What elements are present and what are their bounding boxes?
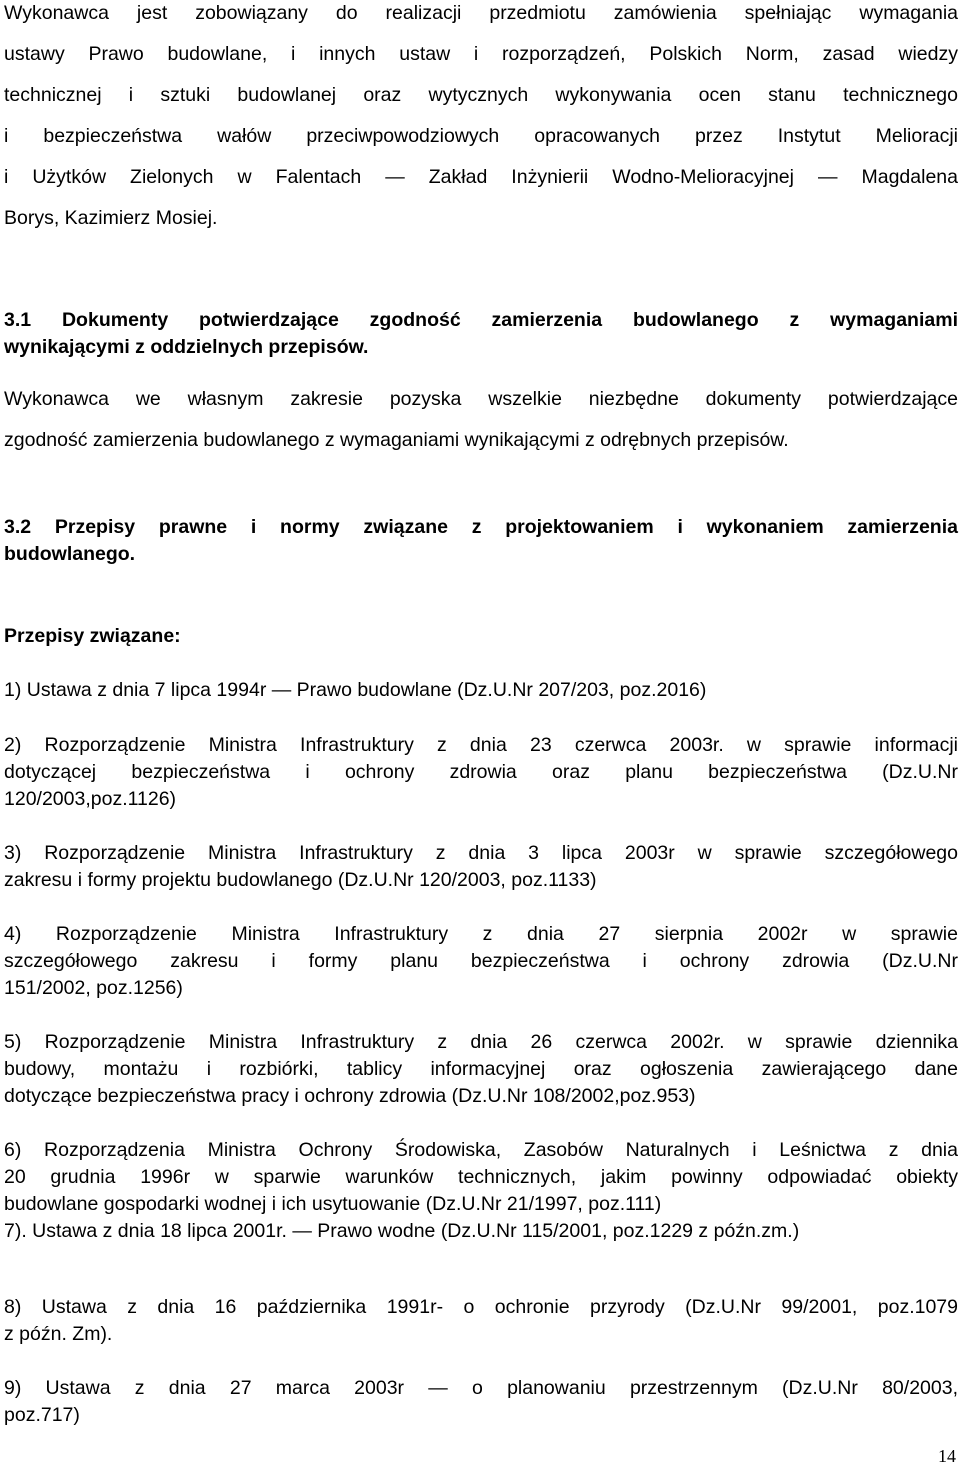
heading-line: 3.2 Przepisy prawne i normy związane z projektowaniem i wykonaniem zamierzenia bbox=[4, 516, 958, 538]
heading-line: wynikającymi z oddzielnych przepisów. bbox=[4, 336, 369, 358]
regulation-item-6: 6) Rozporządzenia Ministra Ochrony Środowiska, Zasobów Naturalnych i Leśnictwa z dnia 20 grudnia 1996r w sparwie warunków technicznych, jakim powinny odpowiadać obiekty budowlane gospodarki wodnej i ich usytuowanie (Dz.U.Nr 21/1997, poz.111) bbox=[4, 1139, 958, 1215]
regulation-item-9: 9) Ustawa z dnia 27 marca 2003r — o planowaniu przestrzennym (Dz.U.Nr 80/2003, poz.717) bbox=[4, 1377, 958, 1426]
intro-line: i bezpieczeństwa wałów przeciwpowodziowych opracowanych przez Instytut Melioracji bbox=[4, 125, 958, 147]
regulation-item-4: 4) Rozporządzenie Ministra Infrastruktury z dnia 27 sierpnia 2002r w sprawie szczegółowego zakresu i formy planu bezpieczeństwa i ochrony zdrowia (Dz.U.Nr 151/2002, poz.1256) bbox=[4, 923, 958, 999]
section-3-2-heading bbox=[4, 514, 958, 568]
heading-line: 3.1 Dokumenty potwierdzające zgodność zamierzenia budowlanego z wymaganiami bbox=[4, 309, 958, 331]
regulation-item-3: 3) Rozporządzenie Ministra Infrastruktury z dnia 3 lipca 2003r w sprawie szczegółowego zakresu i formy projektu budowlanego (Dz.U.Nr 120/2003, poz.1133) bbox=[4, 842, 958, 891]
regulation-item-5: 5) Rozporządzenie Ministra Infrastruktury z dnia 26 czerwca 2002r. w sprawie dziennika budowy, montażu i rozbiórki, tablicy informacyjnej oraz ogłoszenia zawierającego dane dotyczące bezpieczeństwa pracy i ochrony zdrowia (Dz.U.Nr 108/2002,poz.953) bbox=[4, 1031, 958, 1107]
regulation-item-8: 8) Ustawa z dnia 16 października 1991r- o ochronie przyrody (Dz.U.Nr 99/2001, poz.1079 z późn. Zm). bbox=[4, 1296, 958, 1345]
intro-line: Wykonawca jest zobowiązany do realizacji przedmiotu zamówienia spełniając wymagania bbox=[4, 2, 958, 24]
intro-paragraph bbox=[4, 0, 958, 239]
related-regulations-subheading: Przepisy związane: bbox=[4, 625, 181, 647]
intro-line: i Użytków Zielonych w Falentach — Zakład Inżynierii Wodno-Melioracyjnej — Magdalena bbox=[4, 166, 958, 188]
regulation-item-7: 7). Ustawa z dnia 18 lipca 2001r. — Prawo wodne (Dz.U.Nr 115/2001, poz.1229 z późn.zm.) bbox=[4, 1220, 800, 1242]
intro-line: ustawy Prawo budowlane, i innych ustaw i rozporządzeń, Polskich Norm, zasad wiedzy bbox=[4, 43, 958, 65]
heading-line: budowlanego. bbox=[4, 543, 136, 565]
body-line: zgodność zamierzenia budowlanego z wymaganiami wynikającymi z odrębnych przepisów. bbox=[4, 429, 789, 451]
page-number: 14 bbox=[938, 1446, 956, 1466]
regulation-item-1: 1) Ustawa z dnia 7 lipca 1994r — Prawo budowlane (Dz.U.Nr 207/203, poz.2016) bbox=[4, 679, 707, 701]
intro-line: Borys, Kazimierz Mosiej. bbox=[4, 207, 218, 229]
section-3-1-heading bbox=[4, 307, 958, 361]
section-3-1-body bbox=[4, 379, 958, 461]
intro-line: technicznej i sztuki budowlanej oraz wytycznych wykonywania ocen stanu technicznego bbox=[4, 84, 958, 106]
body-line: Wykonawca we własnym zakresie pozyska wszelkie niezbędne dokumenty potwierdzające bbox=[4, 388, 958, 410]
regulation-item-2: 2) Rozporządzenie Ministra Infrastruktury z dnia 23 czerwca 2003r. w sprawie informacji dotyczącej bezpieczeństwa i ochrony zdrowia oraz planu bezpieczeństwa (Dz.U.Nr 120/2003,poz.1126) bbox=[4, 734, 958, 810]
